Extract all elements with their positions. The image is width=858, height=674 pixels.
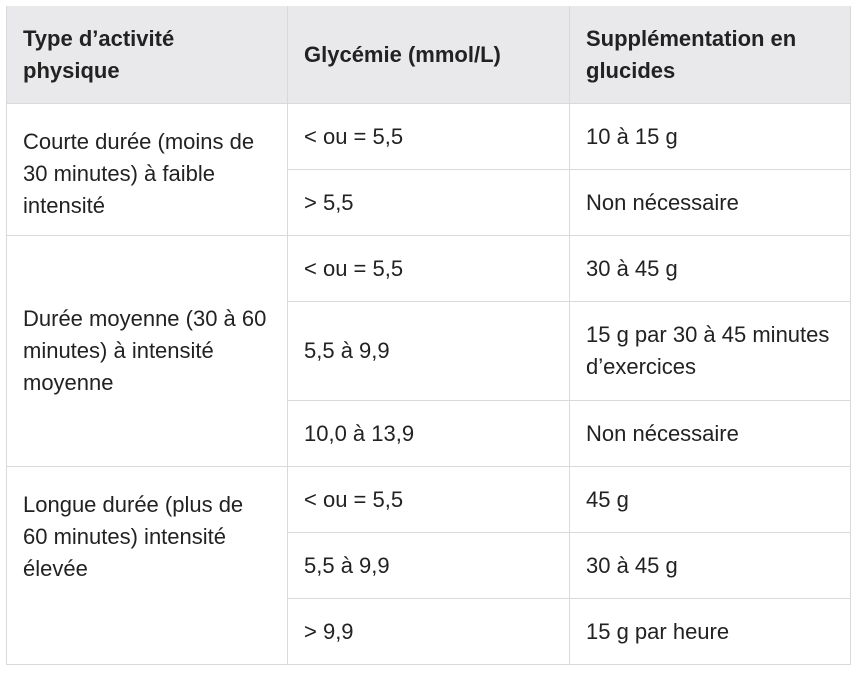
glycemia-cell: > 5,5 <box>288 170 570 236</box>
header-supplement: Supplémentation en glucides <box>570 6 851 104</box>
glycemia-supplement-table <box>6 6 851 665</box>
supplement-cell: 30 à 45 g <box>570 533 851 599</box>
activity-cell: Durée moyenne (30 à 60 minutes) à intensité moyenne <box>7 236 288 467</box>
glycemia-cell: < ou = 5,5 <box>288 104 570 170</box>
activity-cell: Courte durée (moins de 30 minutes) à faible intensité <box>7 104 288 236</box>
table-row <box>7 104 851 170</box>
supplement-cell: 45 g <box>570 467 851 533</box>
glycemia-cell: 5,5 à 9,9 <box>288 533 570 599</box>
glycemia-cell: < ou = 5,5 <box>288 467 570 533</box>
table-row <box>7 467 851 533</box>
header-row <box>7 6 851 104</box>
supplement-cell: 15 g par heure <box>570 599 851 665</box>
header-glycemia: Glycémie (mmol/L) <box>288 6 570 104</box>
supplement-cell: Non nécessaire <box>570 401 851 467</box>
glycemia-cell: 5,5 à 9,9 <box>288 302 570 401</box>
supplement-cell: 10 à 15 g <box>570 104 851 170</box>
header-activity: Type d’activité physique <box>7 6 288 104</box>
supplement-cell: 30 à 45 g <box>570 236 851 302</box>
glycemia-cell: > 9,9 <box>288 599 570 665</box>
table-row <box>7 236 851 302</box>
glycemia-cell: 10,0 à 13,9 <box>288 401 570 467</box>
glycemia-cell: < ou = 5,5 <box>288 236 570 302</box>
supplement-cell: 15 g par 30 à 45 minutes d’exercices <box>570 302 851 401</box>
activity-cell: Longue durée (plus de 60 minutes) intensité élevée <box>7 467 288 665</box>
supplement-cell: Non nécessaire <box>570 170 851 236</box>
